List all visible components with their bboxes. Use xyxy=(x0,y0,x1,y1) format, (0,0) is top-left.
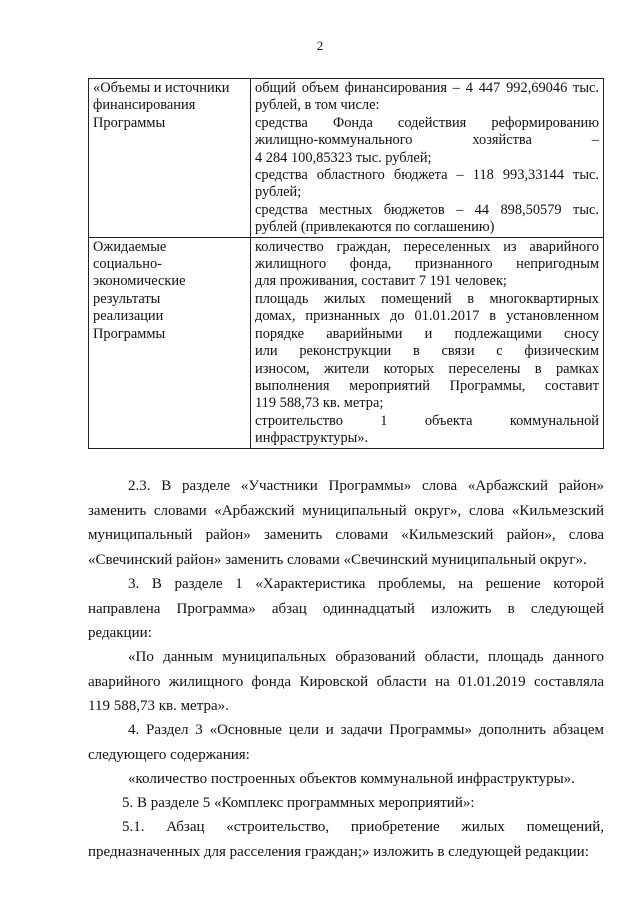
paragraph-line: «количество построенных объектов коммунальной инфраструктуры». xyxy=(128,771,575,787)
value-line: износом, жители которых переселены в рамках xyxy=(255,360,599,377)
value-line: 119 588,73 кв. метра; xyxy=(255,395,384,412)
value-line: 4 284 100,85323 тыс. рублей; xyxy=(255,149,432,166)
program-passport-table xyxy=(88,78,604,449)
label-line: Программы xyxy=(93,114,166,131)
row-label-financing xyxy=(89,79,251,238)
paragraph-line: 5.1. Абзац «строительство, приобретение жилых помещений, xyxy=(122,819,604,835)
value-line: средства областного бюджета – 118 993,33144 тыс. xyxy=(255,167,599,184)
row-value-financing xyxy=(251,79,604,238)
paragraph-line: «Свечинский район» заменить словами «Свечинский муниципальный округ». xyxy=(88,551,587,568)
value-line: рублей; xyxy=(255,184,302,201)
page-number: 2 xyxy=(316,38,324,53)
value-line: рублей (привлекаются по соглашению) xyxy=(255,219,495,236)
paragraph-line: 119 588,73 кв. метра». xyxy=(88,698,229,714)
row-label-results xyxy=(89,237,251,448)
paragraph-line: предназначенных для расселения граждан;» изложить в следующей редакции: xyxy=(88,843,589,860)
label-line: Программы xyxy=(93,325,166,342)
value-line: или реконструкции в связи с физическим xyxy=(255,343,599,360)
paragraph-line: аварийного жилищного фонда Кировской области на 01.01.2019 составляла xyxy=(88,673,604,690)
paragraph-quote-area xyxy=(88,645,604,719)
value-line: инфраструктуры». xyxy=(255,430,369,447)
paragraph-line: 3. В разделе 1 «Характеристика проблемы, на решение которой xyxy=(128,576,604,592)
value-line: домах, признанных до 01.01.2017 в установленном xyxy=(255,308,599,325)
paragraph-participants xyxy=(88,474,604,572)
table-row-financing xyxy=(89,79,604,238)
paragraph-5-1 xyxy=(88,815,604,864)
paragraph-line: «По данным муниципальных образований области, площадь данного xyxy=(128,649,604,665)
label-line: результаты xyxy=(93,290,161,307)
label-line: Ожидаемые xyxy=(93,238,167,255)
label-line: реализации xyxy=(93,308,164,325)
paragraph-line: 4. Раздел 3 «Основные цели и задачи Программы» дополнить абзацем xyxy=(128,722,604,738)
value-line: средства местных бюджетов – 44 898,50579 тыс. xyxy=(255,201,599,218)
paragraph-line: заменить словами «Арбажский муниципальный округ», слова «Кильмезский xyxy=(88,502,604,519)
paragraph-line: 5. В разделе 5 «Комплекс программных мероприятий»: xyxy=(122,795,475,811)
paragraph-line: направлена Программа» абзац одиннадцатый изложить в следующей xyxy=(88,600,604,617)
value-line: строительство 1 объекта коммунальной xyxy=(255,412,599,429)
paragraph-line: редакции: xyxy=(88,625,152,641)
value-line: выполнения мероприятий Программы, составит xyxy=(255,377,599,394)
paragraph-section-5 xyxy=(88,791,604,816)
value-line: рублей, в том числе: xyxy=(255,97,380,114)
label-line: «Объемы и источники xyxy=(93,80,230,96)
paragraph-line: муниципальный район» заменить словами «Кильмезский район», слова xyxy=(88,527,604,543)
value-line: для проживания, составит 7 191 человек; xyxy=(255,273,507,290)
value-line: жилищного фонда, признанного непригодным xyxy=(255,256,599,273)
label-line: экономические xyxy=(93,273,186,290)
value-line: общий объем финансирования – 4 447 992,69046 тыс. xyxy=(255,80,599,96)
value-line: порядке аварийными и подлежащими сносу xyxy=(255,325,599,342)
row-value-results xyxy=(251,237,604,448)
value-line: средства Фонда содействия реформированию xyxy=(255,114,599,131)
value-line: количество граждан, переселенных из аварийного xyxy=(255,238,599,255)
paragraph-section-1 xyxy=(88,572,604,646)
table-row-results xyxy=(89,237,604,448)
value-line: площадь жилых помещений в многоквартирных xyxy=(255,290,599,307)
label-line: финансирования xyxy=(93,97,196,114)
value-line: жилищно-коммунального хозяйства – xyxy=(255,132,599,149)
paragraph-line: 2.3. В разделе «Участники Программы» слова «Арбажский район» xyxy=(128,478,604,494)
paragraph-section-3 xyxy=(88,718,604,767)
paragraph-line: следующего содержания: xyxy=(88,746,250,763)
label-line: социально- xyxy=(93,256,162,273)
paragraph-quote-infrastructure xyxy=(88,767,604,792)
